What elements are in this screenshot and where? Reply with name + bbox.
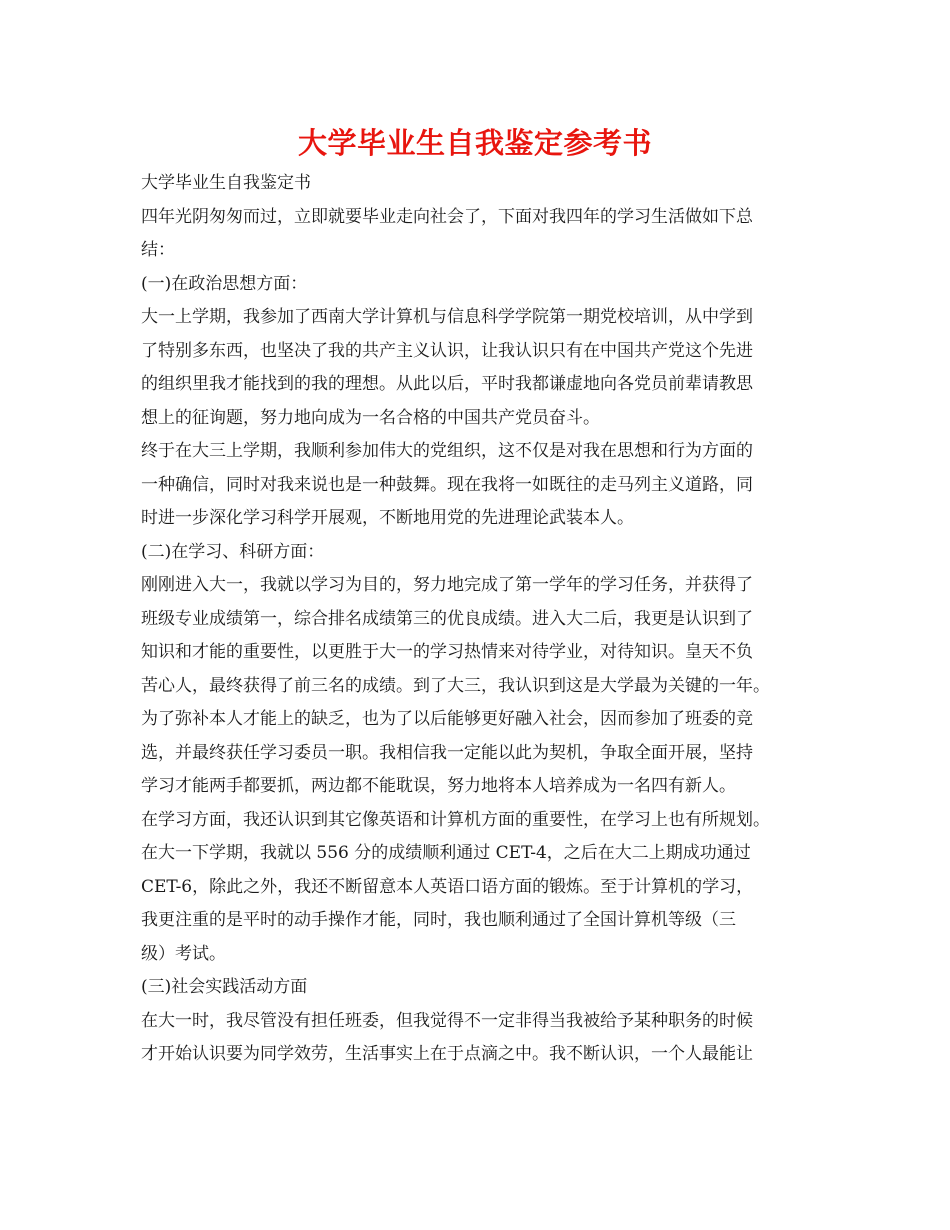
text-line: 大学毕业生自我鉴定书 — [141, 173, 311, 193]
text-line: 四年光阴匆匆而过，立即就要毕业走向社会了，下面对我四年的学习生活做如下总 — [141, 206, 753, 227]
text-line: CET-6，除此之外，我还不断留意本人英语口语方面的锻炼。至于计算机的学习， — [141, 876, 754, 897]
text-line: 了特别多东西，也坚决了我的共产主义认识，让我认识只有在中国共产党这个先进 — [141, 340, 753, 361]
document-title: 大学毕业生自我鉴定参考书 — [297, 126, 652, 160]
text-line: 在大一时，我尽管没有担任班委，但我觉得不一定非得当我被给予某种职务的时候 — [141, 1010, 753, 1031]
text-line: 大一上学期，我参加了西南大学计算机与信息科学学院第一期党校培训，从中学到 — [141, 307, 753, 327]
section-heading: (一)在政治思想方面： — [141, 273, 308, 294]
text-line: 我更注重的是平时的动手操作才能，同时，我也顺利通过了全国计算机等级（三 — [141, 910, 736, 930]
text-line: 在大一下学期，我就以 556 分的成绩顺利通过 CET-4，之后在大二上期成功通过 — [141, 843, 751, 863]
text-line: 结： — [141, 240, 175, 260]
section-heading: (三)社会实践活动方面 — [141, 977, 308, 997]
text-line: 知识和才能的重要性，以更胜于大一的学习热情来对待学业，对待知识。皇天不负 — [141, 642, 753, 662]
text-line: 刚刚进入大一，我就以学习为目的，努力地完成了第一学年的学习任务，并获得了 — [141, 575, 753, 595]
text-line: 级）考试。 — [141, 943, 226, 964]
text-line: 想上的征询题，努力地向成为一名合格的中国共产党员奋斗。 — [141, 407, 600, 428]
text-line: 的组织里我才能找到的我的理想。从此以后，平时我都谦虚地向各党员前辈请教思 — [141, 374, 753, 394]
text-line: 在学习方面，我还认识到其它像英语和计算机方面的重要性，在学习上也有所规划。 — [141, 809, 770, 830]
text-line: 苦心人，最终获得了前三名的成绩。到了大三，我认识到这是大学最为关键的一年。 — [141, 675, 770, 696]
text-line: 班级专业成绩第一，综合排名成绩第三的优良成绩。进入大二后，我更是认识到了 — [141, 608, 753, 629]
text-line: 才开始认识要为同学效劳，生活事实上在于点滴之中。我不断认识，一个人最能让 — [141, 1044, 753, 1064]
text-line: 时进一步深化学习科学开展观，不断地用党的先进理论武装本人。 — [141, 508, 634, 528]
text-line: 一种确信，同时对我来说也是一种鼓舞。现在我将一如既往的走马列主义道路，同 — [141, 474, 753, 495]
section-heading: (二)在学习、科研方面： — [141, 541, 325, 562]
text-line: 选，并最终获任学习委员一职。我相信我一定能以此为契机，争取全面开展，坚持 — [141, 742, 753, 763]
text-line: 终于在大三上学期，我顺利参加伟大的党组织，这不仅是对我在思想和行为方面的 — [141, 441, 753, 461]
text-line: 学习才能两手都要抓，两边都不能耽误，努力地将本人培养成为一名四有新人。 — [141, 776, 736, 796]
text-line: 为了弥补本人才能上的缺乏，也为了以后能够更好融入社会，因而参加了班委的竞 — [141, 709, 753, 729]
document-body — [141, 167, 825, 1072]
